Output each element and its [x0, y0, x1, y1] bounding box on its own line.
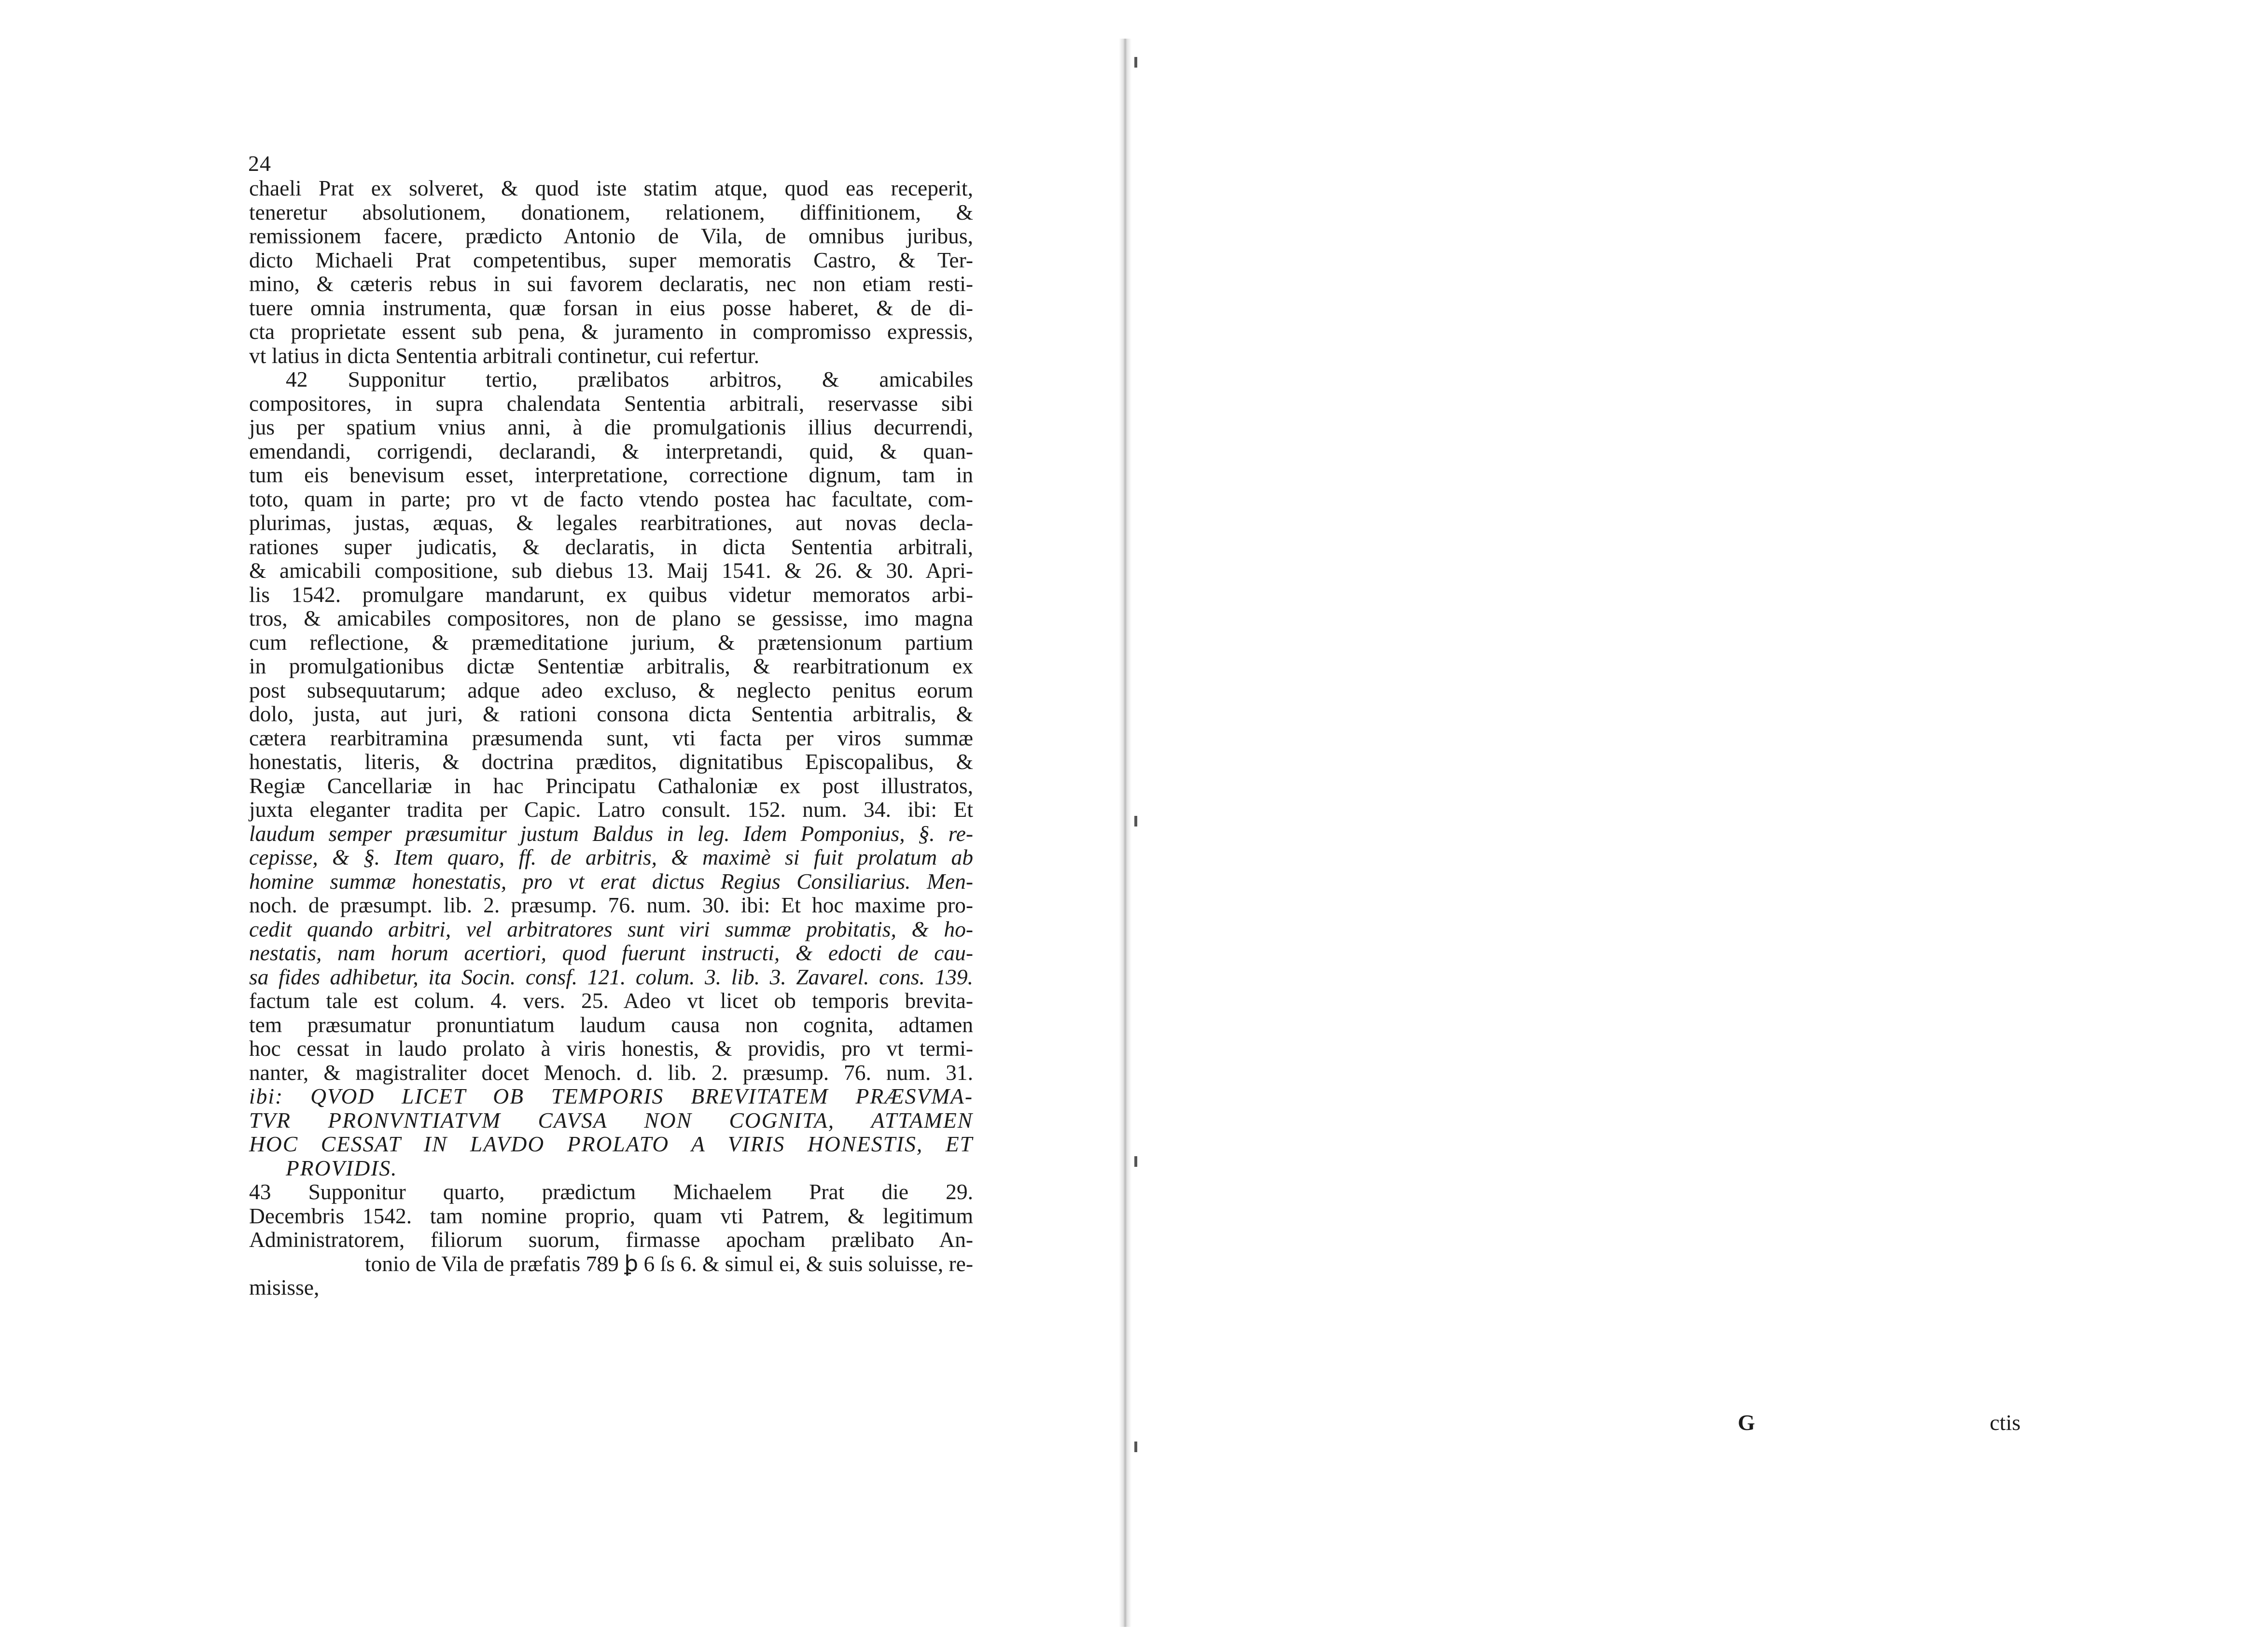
text-line: hoc cessat in laudo prolato à viris honestis, & providis, pro vt termi- — [249, 1036, 973, 1061]
text-line: nestatis, nam horum acertiori, quod fuerunt instructi, & edocti de cau- — [249, 940, 973, 965]
text-line: vt latius in dicta Sententia arbitrali continetur, cui refertur. — [249, 343, 759, 368]
text-line: noch. de præsumpt. lib. 2. præsump. 76. num. 30. ibi: Et hoc maxime pro- — [249, 893, 973, 917]
text-line: remissionem facere, prædicto Antonio de Vila, de omnibus juribus, — [249, 224, 973, 248]
text-line: factum tale est colum. 4. vers. 25. Adeo vt licet ob temporis brevita- — [249, 988, 973, 1013]
text-line: TVR PRONVNTIATVM CAVSA NON COGNITA, ATTAMEN — [249, 1107, 973, 1133]
text-line: Regiæ Cancellariæ in hac Principatu Cathaloniæ ex post illustratos, — [249, 773, 973, 798]
text-line: plurimas, justas, æquas, & legales rearbitrationes, aut novas decla- — [249, 510, 973, 535]
text-line: tem præsumatur pronuntiatum laudum causa non cognita, adtamen — [249, 1012, 973, 1037]
text-line: jus per spatium vnius anni, à die promulgationis illius decurrendi, — [249, 415, 973, 439]
page-text — [249, 176, 973, 1300]
text-line: lis 1542. promulgare mandarunt, ex quibus videtur memoratos arbi- — [249, 582, 973, 607]
text-line: & amicabili compositione, sub diebus 13. Maij 1541. & 26. & 30. Apri- — [249, 558, 973, 583]
catchword: ctis — [1990, 1410, 2021, 1435]
text-line: tonio de Vila de præfatis 789 ꝧ 6 ſs 6. & simul ei, & suis soluisse, re- — [364, 1251, 973, 1276]
text-line: Administratorem, filiorum suorum, firmasse apocham prælibato An- — [249, 1227, 973, 1252]
text-line: laudum semper præsumitur justum Baldus in leg. Idem Pomponius, §. re- — [249, 821, 973, 846]
text-line: teneretur absolutionem, donationem, relationem, diffinitionem, & — [249, 199, 973, 224]
page-number: 24 — [248, 151, 271, 176]
text-line: 43 Supponitur quarto, prædictum Michaelem Prat die 29. — [249, 1179, 973, 1204]
gutter-mark — [1134, 57, 1137, 68]
text-line: in promulgationibus dictæ Sententiæ arbitralis, & rearbitrationum ex — [249, 654, 973, 678]
text-line: emendandi, corrigendi, declarandi, & interpretandi, quid, & quan- — [249, 438, 973, 463]
book-gutter — [1119, 39, 1131, 1627]
text-line: nanter, & magistraliter docet Menoch. d. lib. 2. præsump. 76. num. 31. — [249, 1060, 973, 1085]
text-line: tum eis benevisum esset, interpretatione, correctione dignum, tam in — [249, 462, 973, 487]
text-line: tros, & amicabiles compositores, non de plano se gessisse, imo magna — [249, 606, 973, 630]
text-line: chaeli Prat ex solveret, & quod iste statim atque, quod eas receperit, — [249, 176, 973, 200]
text-line: cum reflectione, & præmeditatione jurium, & prætensionum partium — [249, 630, 973, 655]
text-line: cedit quando arbitri, vel arbitratores sunt viri summæ probitatis, & ho- — [249, 916, 973, 941]
gutter-mark — [1134, 1442, 1137, 1452]
text-line: dicto Michaeli Prat competentibus, super memoratis Castro, & Ter- — [249, 247, 973, 272]
text-line: ibi: QVOD LICET OB TEMPORIS BREVITATEM PRÆSVMA- — [249, 1084, 973, 1108]
text-line: sa fides adhibetur, ita Socin. consf. 121. colum. 3. lib. 3. Zavarel. cons. 139. — [249, 964, 973, 989]
text-line: cta proprietate essent sub pena, & juramento in compromisso expressis, — [249, 319, 973, 344]
text-line: toto, quam in parte; pro vt de facto vtendo postea hac facultate, com- — [249, 486, 973, 511]
text-line: HOC CESSAT IN LAVDO PROLATO A VIRIS HONESTIS, ET — [249, 1132, 973, 1156]
text-line: post subsequutarum; adque adeo excluso, & neglecto penitus eorum — [249, 677, 973, 702]
text-line: honestatis, literis, & doctrina præditos, dignitatibus Episcopalibus, & — [249, 749, 973, 774]
text-line: 42 Supponitur tertio, prælibatos arbitros, & amicabiles — [286, 367, 973, 392]
text-line: homine summæ honestatis, pro vt erat dictus Regius Consiliarius. Men- — [249, 868, 973, 894]
text-line: tuere omnia instrumenta, quæ forsan in eius posse haberet, & de di- — [249, 295, 973, 320]
gutter-mark — [1134, 816, 1137, 826]
text-line: dolo, justa, aut juri, & rationi consona dicta Sententia arbitralis, & — [249, 701, 973, 726]
text-line: mino, & cæteris rebus in sui favorem declaratis, nec non etiam resti- — [249, 271, 973, 296]
text-line: PROVIDIS. — [286, 1155, 398, 1180]
text-line: Decembris 1542. tam nomine proprio, quam vti Patrem, & legitimum — [249, 1203, 973, 1228]
text-line: rationes super judicatis, & declaratis, in dicta Sententia arbitrali, — [249, 534, 973, 559]
signature-mark: G — [1738, 1410, 1755, 1435]
text-line: compositores, in supra chalendata Sententia arbitrali, reservasse sibi — [249, 391, 973, 416]
text-line: misisse, — [249, 1275, 320, 1300]
text-line: cætera rearbitramina præsumenda sunt, vti facta per viros summæ — [249, 725, 973, 750]
text-line: cepisse, & §. Item quaro, ff. de arbitris, & maximè si fuit prolatum ab — [249, 845, 973, 869]
gutter-mark — [1134, 1156, 1137, 1167]
text-line: juxta eleganter tradita per Capic. Latro consult. 152. num. 34. ibi: Et — [249, 797, 973, 822]
